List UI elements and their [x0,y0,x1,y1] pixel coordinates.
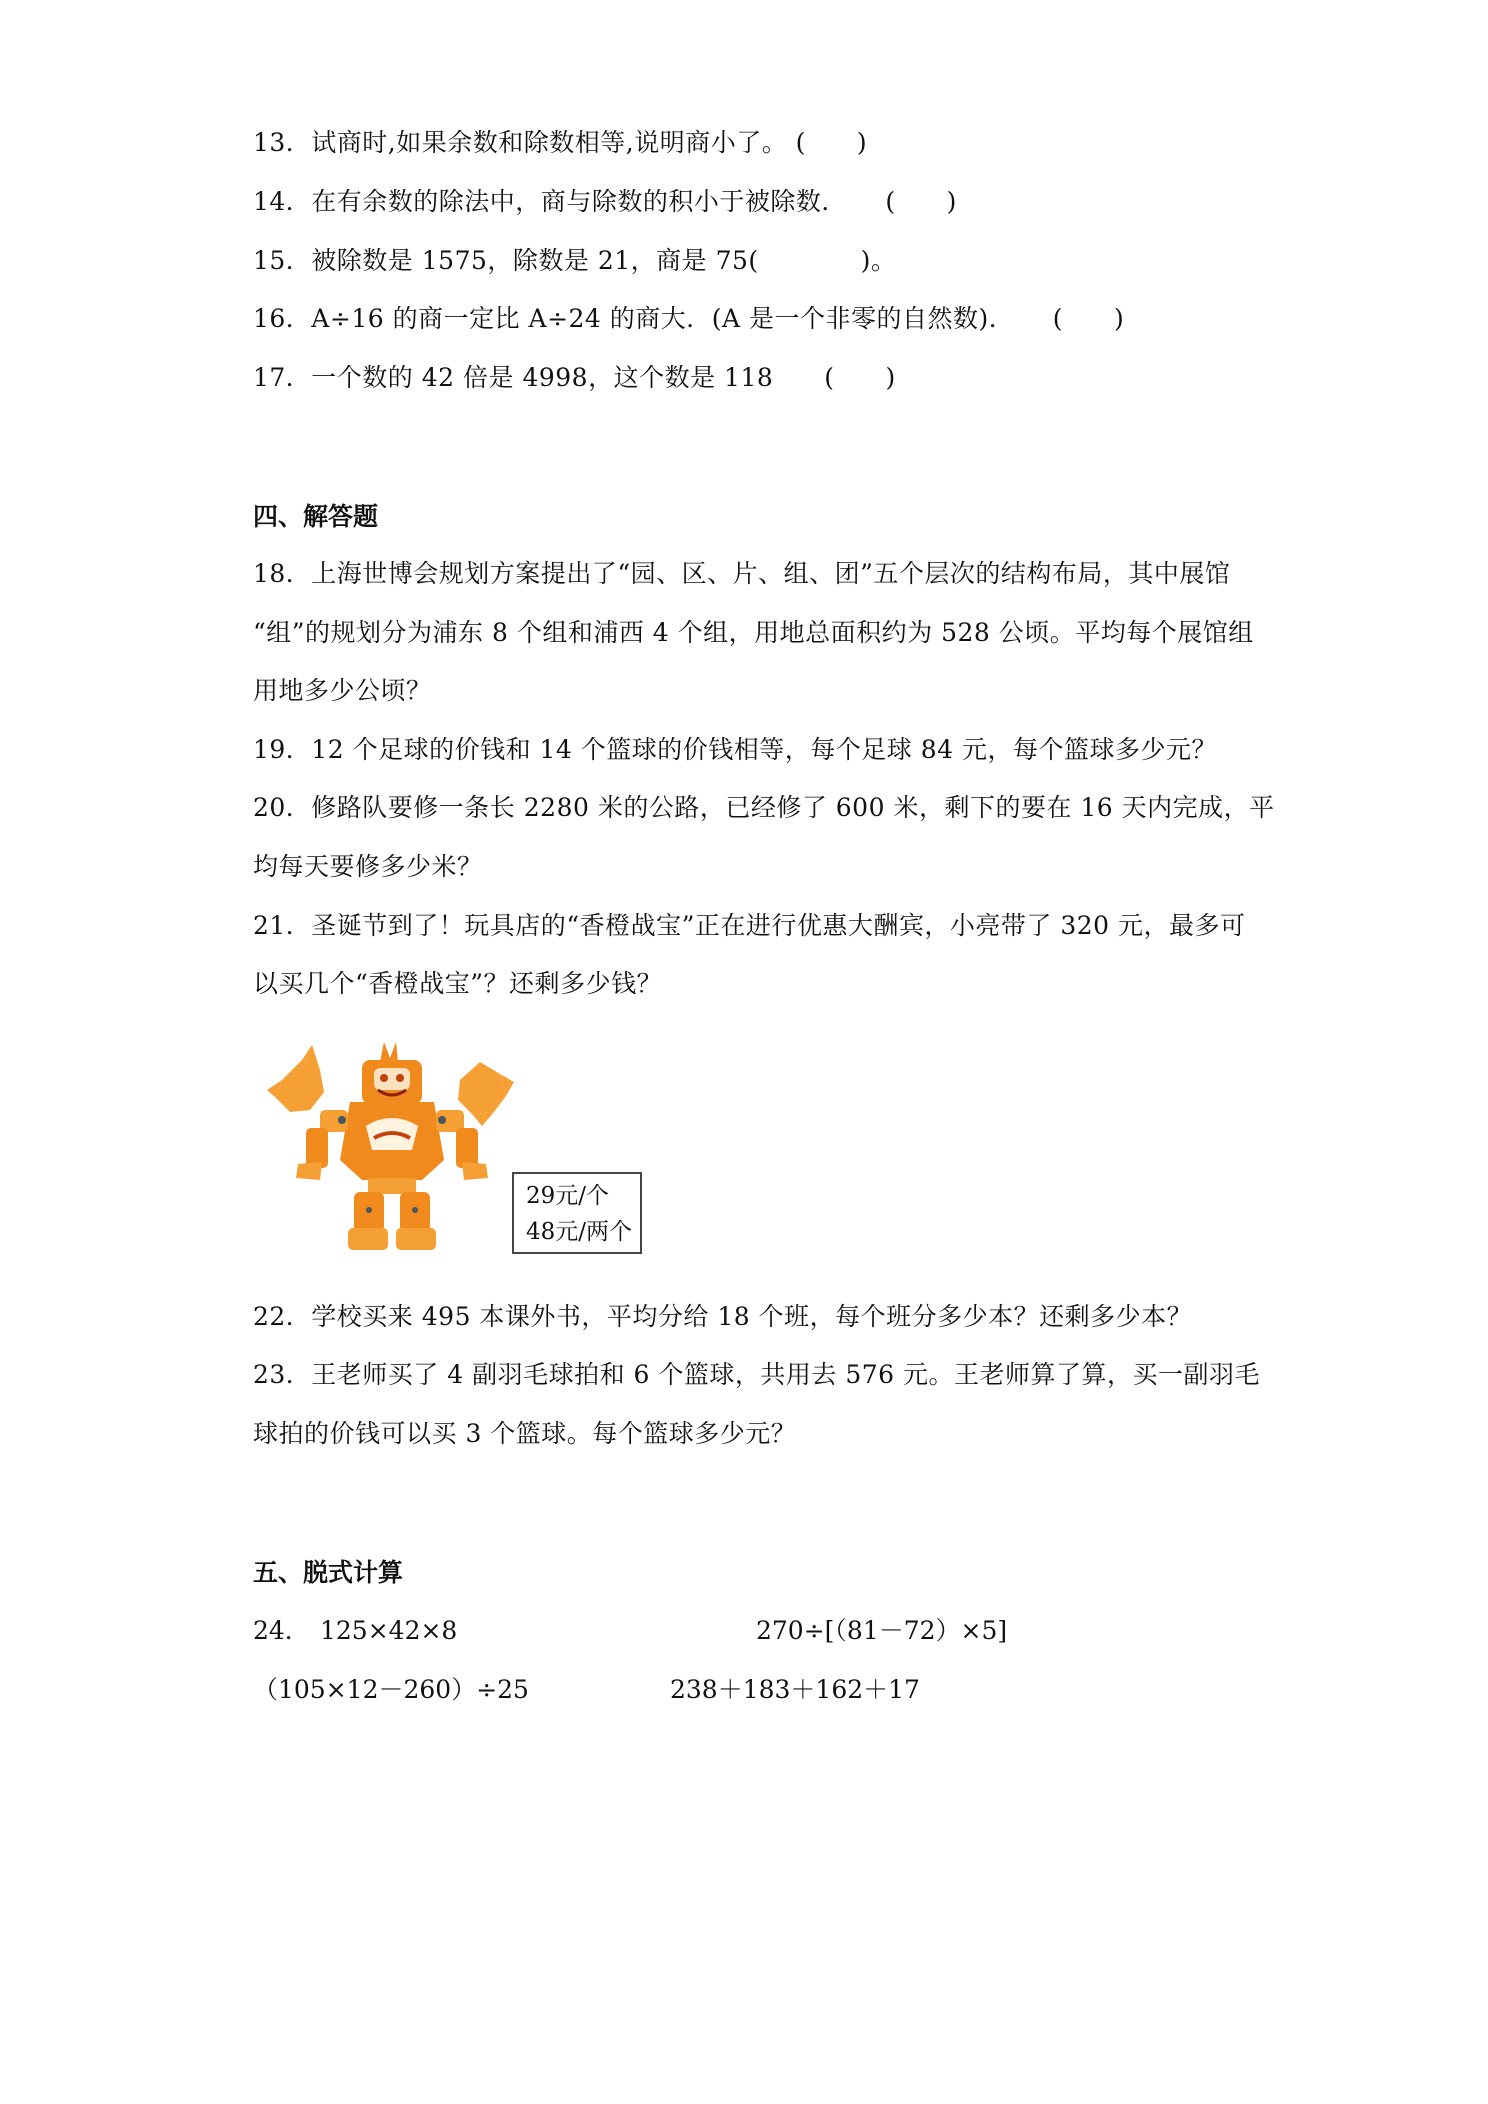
section-5-heading: 五、脱式计算 [253,1558,404,1587]
price-single: 29元/个 [526,1183,610,1209]
orange-robot-toy-image [262,1040,522,1260]
question-20-line-1: 20．修路队要修一条长 2280 米的公路，已经修了 600 米，剩下的要在 16 天内完成，平 [253,793,1275,822]
question-21-line-1: 21．圣诞节到了！玩具店的“香橙战宝”正在进行优惠大酬宾，小亮带了 320 元，最多可 [253,911,1246,940]
expression-1: 125×42×8 [320,1616,458,1645]
question-13: 13．试商时,如果余数和除数相等,说明商小了。 ( ) [253,128,868,157]
question-23-line-2: 球拍的价钱可以买 3 个篮球。每个篮球多少元？ [253,1419,797,1448]
price-tag [512,1172,642,1254]
question-24-number: 24． [253,1616,310,1645]
expression-3: （105×12－260）÷25 [253,1675,529,1704]
question-18-line-1: 18．上海世博会规划方案提出了“园、区、片、组、团”五个层次的结构布局，其中展馆 [253,559,1231,588]
question-16: 16．A÷16 的商一定比 A÷24 的商大．(A 是一个非零的自然数)． ( ) [253,304,1125,333]
expression-2: 270÷[（81－72）×5] [756,1616,1008,1645]
question-14: 14．在有余数的除法中，商与除数的积小于被除数． ( ) [253,187,957,216]
question-21-line-2: 以买几个“香橙战宝”？还剩多少钱？ [253,969,663,998]
question-17: 17．一个数的 42 倍是 4998，这个数是 118 ( ) [253,363,896,392]
question-15: 15．被除数是 1575，除数是 21，商是 75( )。 [253,246,897,275]
question-18-line-3: 用地多少公顷？ [253,676,432,705]
question-18-line-2: “组”的规划分为浦东 8 个组和浦西 4 个组，用地总面积约为 528 公顷。平均每个展馆组 [253,618,1254,647]
question-22: 22．学校买来 495 本课外书，平均分给 18 个班，每个班分多少本？还剩多少本？ [253,1302,1193,1331]
price-pair: 48元/两个 [526,1219,633,1245]
question-23-line-1: 23．王老师买了 4 副羽毛球拍和 6 个篮球，共用去 576 元。王老师算了算，买一副羽毛 [253,1360,1261,1389]
expression-4: 238＋183＋162＋17 [670,1675,920,1704]
section-4-heading: 四、解答题 [253,502,379,531]
question-20-line-2: 均每天要修多少米？ [253,852,483,881]
question-19: 19．12 个足球的价钱和 14 个篮球的价钱相等，每个足球 84 元，每个篮球多少元？ [253,735,1217,764]
